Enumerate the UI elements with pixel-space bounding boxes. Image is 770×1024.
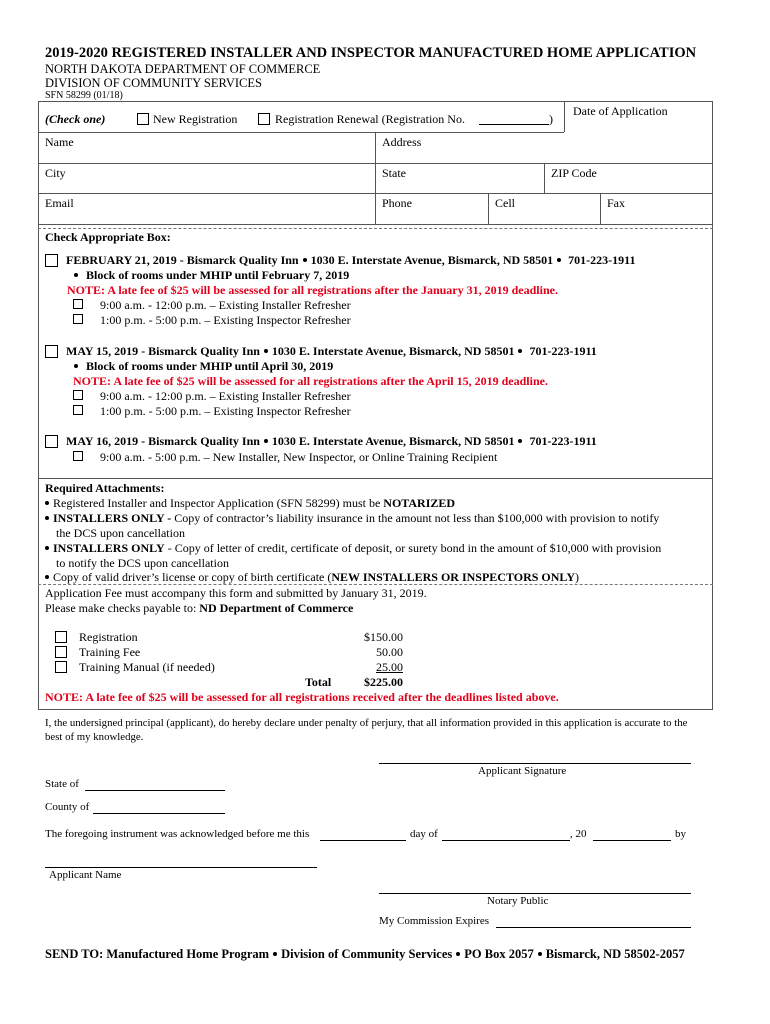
divider bbox=[488, 193, 489, 224]
cell-field[interactable]: Cell bbox=[495, 196, 515, 210]
may15-installer-refresher-label: 9:00 a.m. - 12:00 p.m. – Existing Installer Refresher bbox=[100, 389, 351, 403]
divider bbox=[564, 101, 565, 132]
attachments-heading: Required Attachments: bbox=[45, 481, 165, 495]
date-of-application-label: Date of Application bbox=[573, 104, 668, 118]
may15-inspector-refresher-checkbox[interactable] bbox=[73, 405, 83, 415]
city-field[interactable]: City bbox=[45, 166, 66, 180]
divider bbox=[38, 478, 713, 479]
state-of-label: State of bbox=[45, 778, 79, 790]
address-field[interactable]: Address bbox=[382, 135, 422, 149]
may15-session-title: MAY 15, 2019 - Bismarck Quality Inn 1030 E. Interstate Avenue, Bismarck, ND 58501 701-223-1911 bbox=[66, 344, 597, 358]
applicant-signature-label: Applicant Signature bbox=[478, 765, 567, 777]
training-fee-amount: 50.00 bbox=[376, 645, 403, 659]
registration-fee-label: Registration bbox=[79, 630, 138, 644]
bullet-icon bbox=[264, 439, 268, 443]
bullet-icon bbox=[557, 258, 561, 262]
feb-session-checkbox[interactable] bbox=[45, 254, 58, 267]
name-field[interactable]: Name bbox=[45, 135, 74, 149]
bullet-icon bbox=[45, 501, 49, 505]
divider bbox=[38, 132, 564, 133]
total-amount: $225.00 bbox=[364, 675, 403, 689]
divider bbox=[600, 193, 601, 224]
may15-late-fee-note: NOTE: A late fee of $25 will be assessed for all registrations after the April 15, 2019 deadline. bbox=[73, 374, 548, 388]
registration-fee-checkbox[interactable] bbox=[55, 631, 67, 643]
feb-inspector-refresher-label: 1:00 p.m. - 5:00 p.m. – Existing Inspector Refresher bbox=[100, 313, 351, 327]
bullet-icon bbox=[45, 575, 49, 579]
registration-no-field[interactable] bbox=[479, 124, 549, 125]
training-manual-amount: 25.00 bbox=[376, 660, 403, 674]
deadline-late-fee-note: NOTE: A late fee of $25 will be assessed for all registrations received after the deadlines listed above. bbox=[45, 690, 559, 704]
ack-day-of-label: day of bbox=[410, 828, 438, 840]
bullet-icon bbox=[273, 952, 277, 956]
ack-month-field[interactable] bbox=[442, 840, 570, 841]
feb-inspector-refresher-checkbox[interactable] bbox=[73, 314, 83, 324]
training-manual-label: Training Manual (if needed) bbox=[79, 660, 215, 674]
applicant-name-label: Applicant Name bbox=[49, 869, 122, 881]
attachment-license: Copy of valid driver’s license or copy of birth certificate (NEW INSTALLERS OR INSPECTORS ONLY) bbox=[45, 570, 579, 585]
notary-signature-line[interactable] bbox=[379, 893, 691, 894]
new-registration-label: New Registration bbox=[153, 112, 238, 126]
feb-session-title: FEBRUARY 21, 2019 - Bismarck Quality Inn 1030 E. Interstate Avenue, Bismarck, ND 58501 701-223-1911 bbox=[66, 253, 636, 267]
state-field[interactable]: State bbox=[382, 166, 406, 180]
may16-new-training-label: 9:00 a.m. - 5:00 p.m. – New Installer, New Inspector, or Online Training Recipient bbox=[100, 450, 498, 464]
renewal-close-paren: ) bbox=[549, 112, 553, 126]
ack-year-field[interactable] bbox=[593, 840, 671, 841]
dept-name: NORTH DAKOTA DEPARTMENT OF COMMERCE bbox=[45, 62, 321, 76]
bullet-icon bbox=[518, 439, 522, 443]
training-fee-label: Training Fee bbox=[79, 645, 141, 659]
divider bbox=[38, 224, 713, 225]
may16-new-training-checkbox[interactable] bbox=[73, 451, 83, 461]
email-field[interactable]: Email bbox=[45, 196, 74, 210]
bullet-icon bbox=[303, 258, 307, 262]
training-fee-checkbox[interactable] bbox=[55, 646, 67, 658]
sessions-heading: Check Appropriate Box: bbox=[45, 230, 171, 244]
may15-session-checkbox[interactable] bbox=[45, 345, 58, 358]
phone-field[interactable]: Phone bbox=[382, 196, 412, 210]
may15-block-rooms: Block of rooms under MHIP until April 30, 2019 bbox=[74, 359, 333, 374]
feb-installer-refresher-checkbox[interactable] bbox=[73, 299, 83, 309]
feb-installer-refresher-label: 9:00 a.m. - 12:00 p.m. – Existing Installer Refresher bbox=[100, 298, 351, 312]
acknowledged-text: The foregoing instrument was acknowledged before me this bbox=[45, 828, 310, 840]
renewal-checkbox[interactable] bbox=[258, 113, 270, 125]
division-name: DIVISION OF COMMUNITY SERVICES bbox=[45, 76, 262, 90]
state-of-field[interactable] bbox=[85, 790, 225, 791]
applicant-signature-line[interactable] bbox=[379, 763, 691, 764]
ack-by-label: by bbox=[675, 828, 686, 840]
county-of-label: County of bbox=[45, 801, 90, 813]
bullet-icon bbox=[74, 364, 78, 368]
bullet-icon bbox=[456, 952, 460, 956]
ack-day-field[interactable] bbox=[320, 840, 406, 841]
divider bbox=[375, 132, 376, 224]
bullet-icon bbox=[518, 349, 522, 353]
commission-expires-label: My Commission Expires bbox=[379, 915, 490, 927]
declaration-text: I, the undersigned principal (applicant), do hereby declare under penalty of perjury, that all information provided in this application is accurate to the bbox=[45, 717, 688, 729]
checks-payable: Please make checks payable to: ND Department of Commerce bbox=[45, 601, 354, 615]
bullet-icon bbox=[538, 952, 542, 956]
feb-late-fee-note: NOTE: A late fee of $25 will be assessed for all registrations after the January 31, 2019 deadline. bbox=[67, 283, 558, 297]
attachment-notarized: Registered Installer and Inspector Application (SFN 58299) must be NOTARIZED bbox=[45, 496, 455, 511]
bullet-icon bbox=[74, 273, 78, 277]
training-manual-checkbox[interactable] bbox=[55, 661, 67, 673]
notary-public-label: Notary Public bbox=[487, 895, 549, 907]
may16-session-checkbox[interactable] bbox=[45, 435, 58, 448]
applicant-name-line[interactable] bbox=[45, 867, 317, 868]
fee-deadline: Application Fee must accompany this form and submitted by January 31, 2019. bbox=[45, 586, 427, 600]
zip-field[interactable]: ZIP Code bbox=[551, 166, 597, 180]
county-of-field[interactable] bbox=[93, 813, 225, 814]
may15-installer-refresher-checkbox[interactable] bbox=[73, 390, 83, 400]
feb-block-rooms: Block of rooms under MHIP until February 7, 2019 bbox=[74, 268, 349, 283]
declaration-text-cont: best of my knowledge. bbox=[45, 731, 144, 743]
bullet-icon bbox=[45, 516, 49, 520]
divider bbox=[544, 163, 545, 193]
form-number: SFN 58299 (01/18) bbox=[45, 90, 123, 101]
may16-session-title: MAY 16, 2019 - Bismarck Quality Inn 1030 E. Interstate Avenue, Bismarck, ND 58501 701-223-1911 bbox=[66, 434, 597, 448]
new-registration-checkbox[interactable] bbox=[137, 113, 149, 125]
send-to-address: SEND TO: Manufactured Home Program Division of Community Services PO Box 2057 Bismarck, ND 58502-2057 bbox=[45, 947, 685, 961]
registration-fee-amount: $150.00 bbox=[364, 630, 403, 644]
ack-year-label: , 20 bbox=[570, 828, 587, 840]
check-one-label: (Check one) bbox=[45, 112, 106, 126]
bullet-icon bbox=[45, 546, 49, 550]
dashed-divider bbox=[38, 228, 713, 229]
form-title: 2019-2020 REGISTERED INSTALLER AND INSPECTOR MANUFACTURED HOME APPLICATION bbox=[45, 45, 697, 61]
attachment-surety-bond: INSTALLERS ONLY - Copy of letter of credit, certificate of deposit, or surety bond in the amount of $10,000 with provision bbox=[45, 541, 661, 556]
attachment-liability-insurance: INSTALLERS ONLY - Copy of contractor’s liability insurance in the amount not less than $100,000 with provision to notify bbox=[45, 511, 659, 526]
fax-field[interactable]: Fax bbox=[607, 196, 625, 210]
total-label: Total bbox=[305, 675, 332, 689]
commission-expires-field[interactable] bbox=[496, 927, 691, 928]
bullet-icon bbox=[264, 349, 268, 353]
attachment-surety-cont: to notify the DCS upon cancellation bbox=[56, 556, 229, 570]
may15-inspector-refresher-label: 1:00 p.m. - 5:00 p.m. – Existing Inspector Refresher bbox=[100, 404, 351, 418]
attachment-liability-cont: the DCS upon cancellation bbox=[56, 526, 185, 540]
renewal-label: Registration Renewal (Registration No. bbox=[275, 112, 465, 126]
